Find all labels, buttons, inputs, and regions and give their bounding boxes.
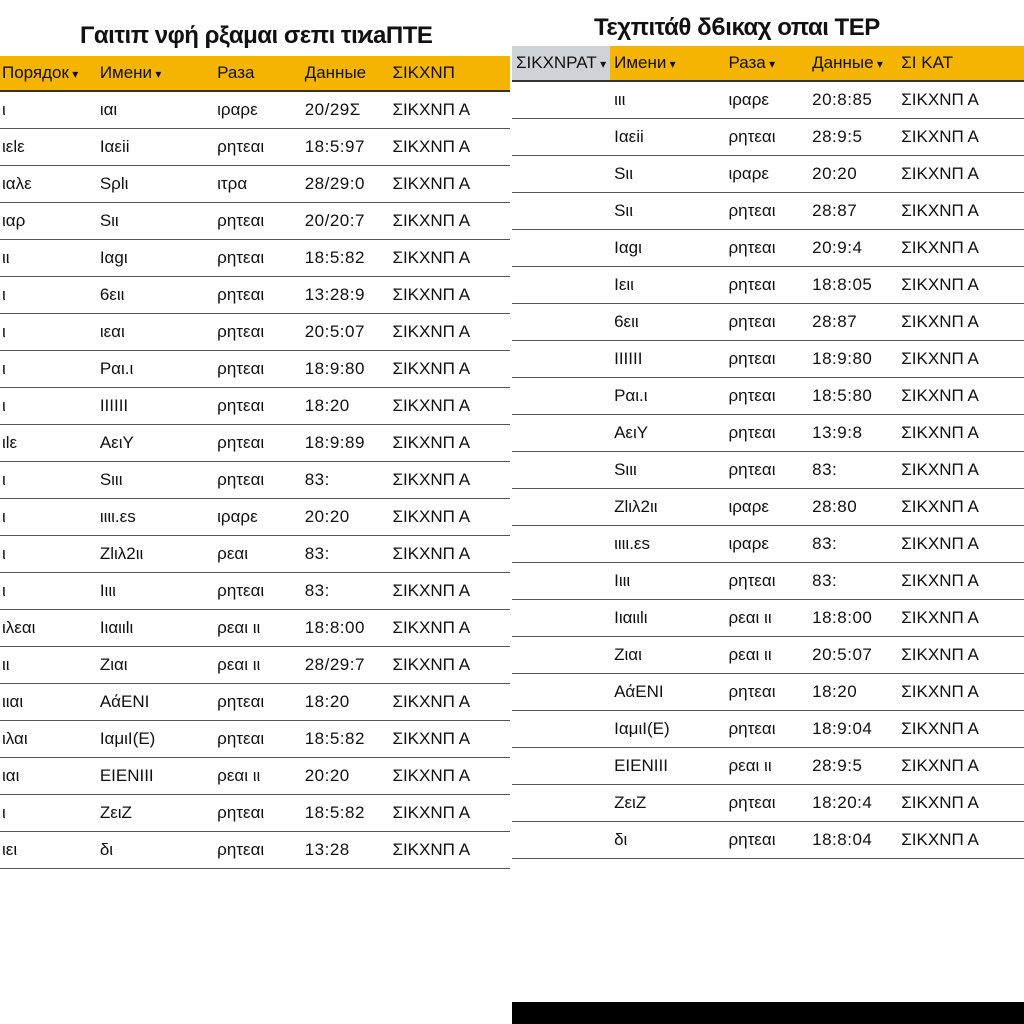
table-cell[interactable]: Ιιαιιlι <box>610 600 724 637</box>
table-cell[interactable]: ΖειΖ <box>610 785 724 822</box>
table-cell[interactable]: ΣΙΚΧΝΠ Α <box>388 832 510 869</box>
table-cell[interactable]: 83: <box>301 462 389 499</box>
table-row <box>512 341 1024 378</box>
table-cell[interactable]: ιlε <box>0 425 96 462</box>
table-cell[interactable]: 20/20:7 <box>301 203 389 240</box>
table-cell[interactable]: ρητεαι <box>213 240 301 277</box>
table-cell[interactable]: 28:87 <box>808 193 897 230</box>
table-cell[interactable]: 83: <box>808 563 897 600</box>
table-cell[interactable]: ιραρε <box>724 156 808 193</box>
table-row <box>0 499 510 536</box>
table-cell[interactable]: 13:28 <box>301 832 389 869</box>
table-cell[interactable]: 83: <box>301 573 389 610</box>
table-cell[interactable]: ιλαι <box>0 721 96 758</box>
table-cell[interactable]: ιι <box>0 240 96 277</box>
table-cell[interactable]: ΣΙΚΧΝΠ Α <box>897 748 1024 785</box>
table-cell[interactable]: ΣΙΚΧΝΠ Α <box>388 425 510 462</box>
left-sheet-title: Γαιτιπ νφή ρξαμαι σεπι τιϰaΠΤΕ <box>80 22 433 49</box>
table-row <box>512 526 1024 563</box>
table-cell[interactable]: ιιαι <box>0 684 96 721</box>
table-cell[interactable]: ΣΙΚΧΝΠ Α <box>388 758 510 795</box>
table-cell[interactable]: ΣΙΚΧΝΠ Α <box>897 526 1024 563</box>
table-cell[interactable]: ΙΙΙΙΙΙ <box>610 341 724 378</box>
table-cell[interactable]: ΣΙΚΧΝΠ Α <box>388 203 510 240</box>
table-row <box>512 156 1024 193</box>
table-cell[interactable]: ι <box>0 536 96 573</box>
table-cell[interactable]: ρητεαι <box>724 711 808 748</box>
table-cell[interactable]: ΣΙΚΧΝΠ Α <box>897 637 1024 674</box>
table-cell[interactable]: 28:9:5 <box>808 748 897 785</box>
table-row <box>0 166 510 203</box>
table-cell[interactable]: 20:20 <box>301 499 389 536</box>
table-cell[interactable]: ρητεαι <box>213 314 301 351</box>
table-cell[interactable]: 18:5:82 <box>301 721 389 758</box>
table-row <box>512 674 1024 711</box>
table-cell[interactable]: 18:8:00 <box>808 600 897 637</box>
table-cell[interactable]: ιιιι.εs <box>96 499 213 536</box>
table-row <box>512 378 1024 415</box>
table-cell[interactable]: ι <box>0 499 96 536</box>
table-cell[interactable]: ρητεαι <box>724 267 808 304</box>
table-cell[interactable]: Ραι.ι <box>96 351 213 388</box>
table-row <box>512 119 1024 156</box>
table-cell[interactable]: ΣΙΚΧΝΠ Α <box>897 452 1024 489</box>
table-cell[interactable]: ιεlε <box>0 129 96 166</box>
table-cell[interactable]: Ζlιλ2ιι <box>96 536 213 573</box>
table-cell[interactable]: Ζlιλ2ιι <box>610 489 724 526</box>
table-cell[interactable]: ρητεαι <box>213 388 301 425</box>
table-cell[interactable]: ρητεαι <box>724 341 808 378</box>
table-cell[interactable]: ΣΙΚΧΝΠ Α <box>897 156 1024 193</box>
table-cell[interactable]: ιαρ <box>0 203 96 240</box>
table-cell[interactable] <box>512 230 610 267</box>
left-data-table <box>0 56 510 869</box>
table-cell[interactable] <box>512 81 610 119</box>
table-cell[interactable]: ρητεαι <box>213 277 301 314</box>
table-cell[interactable] <box>512 600 610 637</box>
table-cell[interactable] <box>512 822 610 859</box>
table-cell[interactable]: Ιιιι <box>96 573 213 610</box>
table-cell[interactable]: ΣΙΚΧΝΠ Α <box>388 721 510 758</box>
table-cell[interactable]: ρεαι <box>213 536 301 573</box>
table-cell[interactable]: 18:9:89 <box>301 425 389 462</box>
table-row <box>0 203 510 240</box>
column-header[interactable]: Данные <box>301 56 389 91</box>
table-row <box>0 314 510 351</box>
table-cell[interactable]: Ζιαι <box>610 637 724 674</box>
table-row <box>0 684 510 721</box>
table-cell[interactable]: ρητεαι <box>213 832 301 869</box>
table-cell[interactable]: ρητεαι <box>213 721 301 758</box>
table-cell[interactable] <box>512 156 610 193</box>
left-sheet <box>0 0 512 1002</box>
table-row <box>512 193 1024 230</box>
table-cell[interactable]: Ѕρlι <box>96 166 213 203</box>
table-cell[interactable]: 18:8:05 <box>808 267 897 304</box>
table-cell[interactable]: Ѕιιι <box>96 462 213 499</box>
table-cell[interactable]: δι <box>96 832 213 869</box>
table-cell[interactable]: 28:80 <box>808 489 897 526</box>
table-cell[interactable]: 18:8:00 <box>301 610 389 647</box>
table-cell[interactable]: 18:20:4 <box>808 785 897 822</box>
table-cell[interactable]: 28:9:5 <box>808 119 897 156</box>
table-cell[interactable]: ρεαι ιι <box>213 610 301 647</box>
table-cell[interactable]: 18:5:80 <box>808 378 897 415</box>
table-cell[interactable]: 83: <box>808 452 897 489</box>
table-cell[interactable]: ΣΙΚΧΝΠ Α <box>897 415 1024 452</box>
table-cell[interactable]: 18:20 <box>808 674 897 711</box>
table-cell[interactable]: ρεαι ιι <box>213 647 301 684</box>
table-cell[interactable] <box>512 341 610 378</box>
column-header[interactable]: Имени ▾ <box>96 56 213 91</box>
table-cell[interactable]: Ѕιι <box>96 203 213 240</box>
table-cell[interactable]: ΣΙΚΧΝΠ Α <box>388 166 510 203</box>
table-row <box>512 304 1024 341</box>
table-row <box>512 600 1024 637</box>
table-cell[interactable]: ιραρε <box>213 91 301 129</box>
right-sheet <box>512 0 1024 1002</box>
table-cell[interactable]: ρητεαι <box>213 351 301 388</box>
table-row <box>0 425 510 462</box>
table-cell[interactable] <box>512 378 610 415</box>
table-cell[interactable]: Ιιαιιlι <box>96 610 213 647</box>
table-cell[interactable]: 18:5:97 <box>301 129 389 166</box>
table-cell[interactable]: ΣΙΚΧΝΠ Α <box>388 388 510 425</box>
table-cell[interactable]: ρητεαι <box>724 822 808 859</box>
table-row <box>0 351 510 388</box>
table-cell[interactable]: Ѕιιι <box>610 452 724 489</box>
table-cell[interactable]: ΙαμιΙ(Ε) <box>610 711 724 748</box>
table-cell[interactable]: ΣΙΚΧΝΠ Α <box>388 91 510 129</box>
table-row <box>512 563 1024 600</box>
table-cell[interactable]: ΣΙΚΧΝΠ Α <box>897 674 1024 711</box>
table-cell[interactable]: ΑειΥ <box>610 415 724 452</box>
table-row <box>0 129 510 166</box>
table-cell[interactable]: ΕΙΕΝΙΙΙ <box>96 758 213 795</box>
table-cell[interactable]: ΣΙΚΧΝΠ Α <box>388 462 510 499</box>
table-cell[interactable]: 83: <box>808 526 897 563</box>
table-cell[interactable] <box>512 415 610 452</box>
right-table-body <box>512 81 1024 859</box>
table-cell[interactable]: ιραρε <box>724 489 808 526</box>
table-cell[interactable] <box>512 267 610 304</box>
table-cell[interactable] <box>512 489 610 526</box>
table-row <box>0 277 510 314</box>
table-cell[interactable]: ρητεαι <box>724 415 808 452</box>
table-row <box>0 610 510 647</box>
table-cell[interactable]: ρητεαι <box>724 785 808 822</box>
table-cell[interactable]: ι <box>0 277 96 314</box>
table-cell[interactable]: ρητεαι <box>213 573 301 610</box>
column-header[interactable]: Раза ▾ <box>724 46 808 81</box>
table-cell[interactable]: ΑειΥ <box>96 425 213 462</box>
table-cell[interactable]: ιι <box>0 647 96 684</box>
table-cell[interactable]: 20/29Σ <box>301 91 389 129</box>
table-cell[interactable] <box>512 304 610 341</box>
table-cell[interactable]: ιτρα <box>213 166 301 203</box>
table-cell[interactable] <box>512 711 610 748</box>
table-row <box>512 711 1024 748</box>
table-cell[interactable]: 6ειι <box>96 277 213 314</box>
table-cell[interactable]: Ιαεii <box>96 129 213 166</box>
table-cell[interactable]: ΣΙΚΧΝΠ Α <box>388 573 510 610</box>
table-cell[interactable]: ρεαι ιι <box>724 748 808 785</box>
column-header[interactable]: ΣΙ ΚΑΤ <box>897 46 1024 81</box>
table-cell[interactable]: ΕΙΕΝΙΙΙ <box>610 748 724 785</box>
table-cell[interactable]: ΣΙΚΧΝΠ Α <box>388 795 510 832</box>
table-cell[interactable] <box>512 119 610 156</box>
table-cell[interactable]: ρητεαι <box>724 563 808 600</box>
table-cell[interactable]: ιαι <box>0 758 96 795</box>
table-cell[interactable]: ΣΙΚΧΝΠ Α <box>897 267 1024 304</box>
table-cell[interactable]: ΣΙΚΧΝΠ Α <box>388 129 510 166</box>
table-cell[interactable]: ρεαι ιι <box>213 758 301 795</box>
table-cell[interactable]: 18:9:80 <box>808 341 897 378</box>
table-header-row <box>0 56 510 91</box>
table-cell[interactable]: ΙαμιΙ(Ε) <box>96 721 213 758</box>
table-cell[interactable]: ι <box>0 351 96 388</box>
table-cell[interactable]: 18:5:82 <box>301 795 389 832</box>
table-cell[interactable]: ΣΙΚΧΝΠ Α <box>388 277 510 314</box>
column-header[interactable]: Данные ▾ <box>808 46 897 81</box>
table-cell[interactable]: ΣΙΚΧΝΠ Α <box>388 240 510 277</box>
table-cell[interactable]: ρεαι ιι <box>724 600 808 637</box>
table-cell[interactable]: ιλεαι <box>0 610 96 647</box>
table-cell[interactable]: ιαλε <box>0 166 96 203</box>
table-row <box>512 489 1024 526</box>
table-cell[interactable]: 28:87 <box>808 304 897 341</box>
table-cell[interactable]: 18:5:82 <box>301 240 389 277</box>
table-cell[interactable]: Ιαgι <box>610 230 724 267</box>
table-row <box>512 415 1024 452</box>
table-row <box>0 832 510 869</box>
table-row <box>512 452 1024 489</box>
table-cell[interactable]: Ραι.ι <box>610 378 724 415</box>
table-cell[interactable]: ρητεαι <box>724 452 808 489</box>
column-header[interactable]: ΣΙΚΧΝΡΑΤ ▾ <box>512 46 610 81</box>
table-cell[interactable]: ι <box>0 314 96 351</box>
table-cell[interactable]: 20:5:07 <box>808 637 897 674</box>
table-cell[interactable]: 18:20 <box>301 388 389 425</box>
table-cell[interactable]: 28/29:7 <box>301 647 389 684</box>
table-row <box>0 573 510 610</box>
table-cell[interactable]: ι <box>0 91 96 129</box>
table-cell[interactable]: ΣΙΚΧΝΠ Α <box>388 610 510 647</box>
table-cell[interactable]: ΖειΖ <box>96 795 213 832</box>
right-data-table <box>512 46 1024 859</box>
table-cell[interactable]: δι <box>610 822 724 859</box>
table-cell[interactable]: ΣΙΚΧΝΠ Α <box>897 119 1024 156</box>
table-cell[interactable] <box>512 563 610 600</box>
table-row <box>0 758 510 795</box>
table-row <box>0 647 510 684</box>
table-row <box>0 536 510 573</box>
table-cell[interactable] <box>512 637 610 674</box>
table-cell[interactable]: Ιειι <box>610 267 724 304</box>
table-cell[interactable]: 18:9:80 <box>301 351 389 388</box>
table-cell[interactable]: ΣΙΚΧΝΠ Α <box>897 81 1024 119</box>
table-row <box>0 91 510 129</box>
table-cell[interactable]: 20:9:4 <box>808 230 897 267</box>
table-cell[interactable]: 18:9:04 <box>808 711 897 748</box>
table-cell[interactable]: ΣΙΚΧΝΠ Α <box>388 536 510 573</box>
table-cell[interactable]: Ζιαι <box>96 647 213 684</box>
table-cell[interactable]: 20:20 <box>301 758 389 795</box>
table-cell[interactable]: ρητεαι <box>213 795 301 832</box>
table-cell[interactable]: ΣΙΚΧΝΠ Α <box>897 600 1024 637</box>
table-cell[interactable]: ι <box>0 388 96 425</box>
table-row <box>0 388 510 425</box>
column-header[interactable]: Раза <box>213 56 301 91</box>
table-cell[interactable]: ρητεαι <box>724 193 808 230</box>
table-cell[interactable]: ι <box>0 573 96 610</box>
table-cell[interactable]: ΣΙΚΧΝΠ Α <box>897 489 1024 526</box>
table-cell[interactable]: 13:28:9 <box>301 277 389 314</box>
table-cell[interactable] <box>512 674 610 711</box>
table-row <box>512 267 1024 304</box>
table-cell[interactable]: Ѕιι <box>610 156 724 193</box>
bottom-bar <box>512 1002 1024 1024</box>
table-cell[interactable]: ΣΙΚΧΝΠ Α <box>388 351 510 388</box>
table-row <box>0 795 510 832</box>
table-cell[interactable]: ιραρε <box>724 526 808 563</box>
table-cell[interactable] <box>512 193 610 230</box>
table-cell[interactable]: ιιι <box>610 81 724 119</box>
table-row <box>512 81 1024 119</box>
table-cell[interactable]: ρητεαι <box>724 230 808 267</box>
table-cell[interactable] <box>512 748 610 785</box>
table-cell[interactable]: ΣΙΚΧΝΠ Α <box>897 193 1024 230</box>
table-cell[interactable]: ιαι <box>96 91 213 129</box>
column-header[interactable]: Имени ▾ <box>610 46 724 81</box>
table-cell[interactable]: ΣΙΚΧΝΠ Α <box>388 499 510 536</box>
table-cell[interactable]: 18:8:04 <box>808 822 897 859</box>
table-cell[interactable]: 13:9:8 <box>808 415 897 452</box>
table-cell[interactable]: 20:5:07 <box>301 314 389 351</box>
table-cell[interactable]: ιραρε <box>213 499 301 536</box>
table-cell[interactable]: ιραρε <box>724 81 808 119</box>
table-cell[interactable]: ΣΙΚΧΝΠ Α <box>897 378 1024 415</box>
table-cell[interactable]: Ѕιι <box>610 193 724 230</box>
table-cell[interactable]: 83: <box>301 536 389 573</box>
table-cell[interactable]: 20:8:85 <box>808 81 897 119</box>
table-cell[interactable]: ρητεαι <box>213 684 301 721</box>
table-cell[interactable] <box>512 785 610 822</box>
table-cell[interactable]: ρητεαι <box>213 203 301 240</box>
table-cell[interactable]: ρητεαι <box>724 378 808 415</box>
table-cell[interactable] <box>512 526 610 563</box>
table-cell[interactable]: ρητεαι <box>213 425 301 462</box>
table-row <box>512 822 1024 859</box>
table-cell[interactable]: ιιιι.εs <box>610 526 724 563</box>
table-cell[interactable]: 20:20 <box>808 156 897 193</box>
column-header[interactable]: ΣΙΚΧΝΠ <box>388 56 510 91</box>
table-cell[interactable]: 28/29:0 <box>301 166 389 203</box>
table-row <box>512 637 1024 674</box>
right-sheet-title: Τεχπιτάθ δϐικαχ οπαι ΤΕΡ <box>594 14 880 41</box>
table-cell[interactable] <box>512 452 610 489</box>
table-cell[interactable]: 18:20 <box>301 684 389 721</box>
table-cell[interactable]: ρητεαι <box>724 304 808 341</box>
table-cell[interactable]: ΣΙΚΧΝΠ Α <box>897 563 1024 600</box>
table-cell[interactable]: ΑάΕΝΙ <box>96 684 213 721</box>
table-row <box>512 748 1024 785</box>
left-table-body <box>0 91 510 869</box>
table-cell[interactable]: ρητεαι <box>213 462 301 499</box>
table-cell[interactable]: ρητεαι <box>724 674 808 711</box>
table-cell[interactable]: ΣΙΚΧΝΠ Α <box>897 822 1024 859</box>
table-cell[interactable]: ρητεαι <box>213 129 301 166</box>
table-cell[interactable]: ιεαι <box>96 314 213 351</box>
table-row <box>0 721 510 758</box>
table-cell[interactable]: 6ειι <box>610 304 724 341</box>
table-cell[interactable]: ΣΙΚΧΝΠ Α <box>388 647 510 684</box>
table-cell[interactable]: ι <box>0 462 96 499</box>
table-cell[interactable]: ΣΙΚΧΝΠ Α <box>388 684 510 721</box>
table-cell[interactable]: ιει <box>0 832 96 869</box>
table-row <box>512 230 1024 267</box>
table-row <box>0 240 510 277</box>
table-cell[interactable]: ΣΙΚΧΝΠ Α <box>897 304 1024 341</box>
table-cell[interactable]: Ιαεii <box>610 119 724 156</box>
table-cell[interactable]: ΣΙΚΧΝΠ Α <box>897 230 1024 267</box>
table-cell[interactable]: ΣΙΚΧΝΠ Α <box>897 711 1024 748</box>
table-cell[interactable]: ΙΙΙΙΙΙ <box>96 388 213 425</box>
table-row <box>512 785 1024 822</box>
table-cell[interactable]: ΣΙΚΧΝΠ Α <box>388 314 510 351</box>
table-cell[interactable]: ρεαι ιι <box>724 637 808 674</box>
table-row <box>0 462 510 499</box>
table-cell[interactable]: ΣΙΚΧΝΠ Α <box>897 785 1024 822</box>
table-cell[interactable]: ρητεαι <box>724 119 808 156</box>
table-cell[interactable]: Ιιιι <box>610 563 724 600</box>
table-cell[interactable]: ΑάΕΝΙ <box>610 674 724 711</box>
table-cell[interactable]: Ιαgι <box>96 240 213 277</box>
column-header[interactable]: Порядок ▾ <box>0 56 96 91</box>
table-cell[interactable]: ΣΙΚΧΝΠ Α <box>897 341 1024 378</box>
table-header-row <box>512 46 1024 81</box>
table-cell[interactable]: ι <box>0 795 96 832</box>
